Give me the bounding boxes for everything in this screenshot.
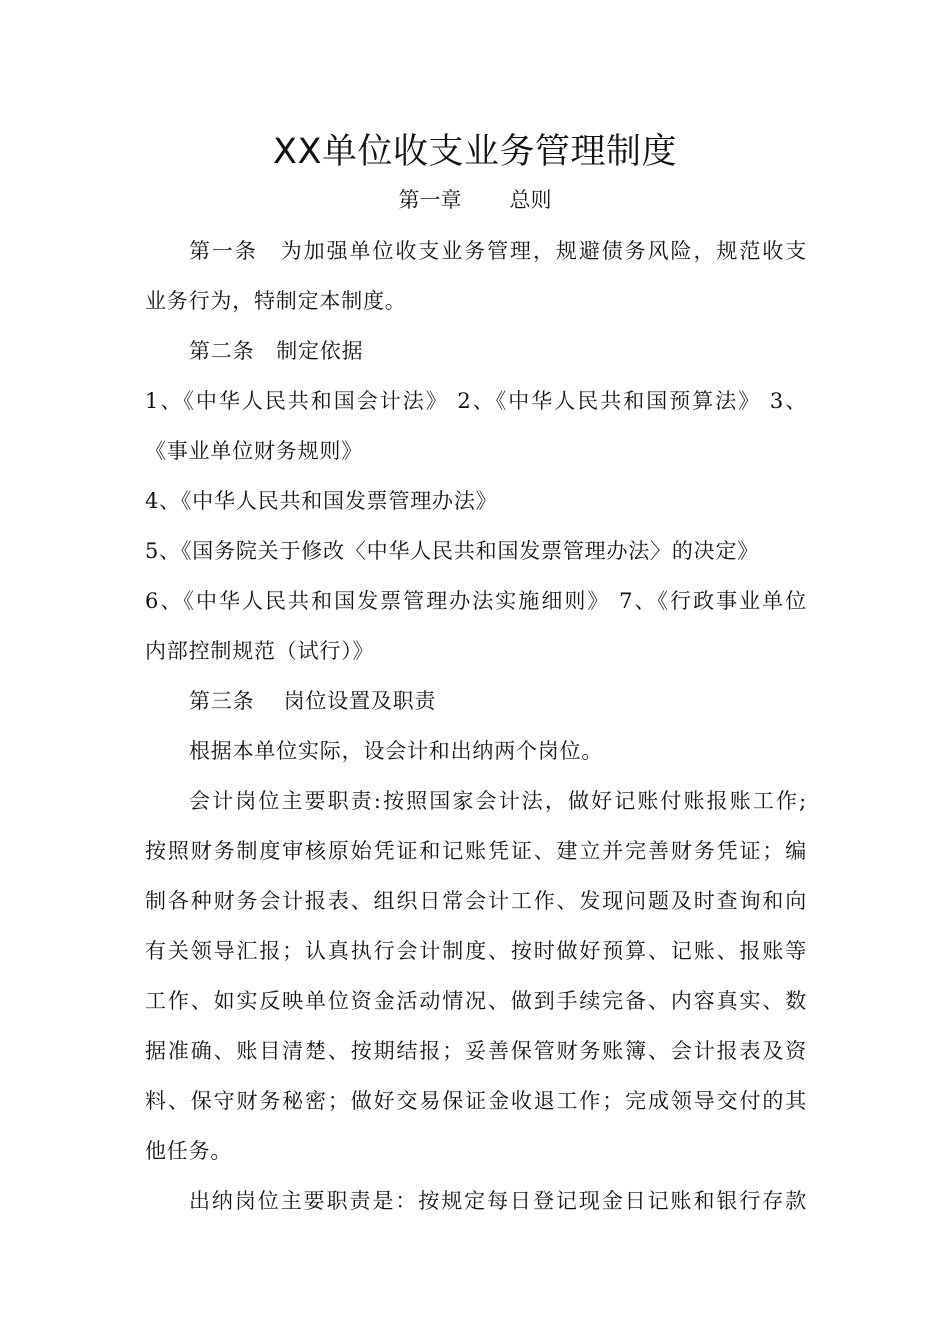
body-line: 4、《中华人民共和国发票管理办法》 xyxy=(145,489,498,513)
body-line: 1、《中华人民共和国会计法》 2、《中华人民共和国预算法》 3、 xyxy=(145,389,807,413)
body-line: 第二条 制定依据 xyxy=(189,339,364,363)
body-line: 工作、如实反映单位资金活动情况、做到手续完备、内容真实、数 xyxy=(145,989,807,1013)
body-line: 出纳岗位主要职责是：按规定每日登记现金日记账和银行存款 xyxy=(189,1189,807,1213)
body-line: 内部控制规范（试行）》 xyxy=(145,639,375,663)
body-line: 业务行为，特制定本制度。 xyxy=(145,289,407,313)
body-line: 会计岗位主要职责:按照国家会计法，做好记账付账报账工作; xyxy=(189,789,807,813)
body-line: 有关领导汇报；认真执行会计制度、按时做好预算、记账、报账等 xyxy=(145,939,807,963)
chapter-name: 总则 xyxy=(509,188,552,212)
body-line: 5、《国务院关于修改〈中华人民共和国发票管理办法〉的决定》 xyxy=(145,539,760,563)
body-line: 按照财务制度审核原始凭证和记账凭证、建立并完善财务凭证；编 xyxy=(145,839,807,863)
document-title: XX单位收支业务管理制度 xyxy=(273,132,677,172)
body-line: 据准确、账目清楚、按期结报；妥善保管财务账簿、会计报表及资 xyxy=(145,1039,807,1063)
body-line: 第三条 岗位设置及职责 xyxy=(189,689,437,713)
body-line: 料、保守财务秘密；做好交易保证金收退工作；完成领导交付的其 xyxy=(145,1089,807,1113)
body-line: 第一条 为加强单位收支业务管理，规避债务风险，规范收支 xyxy=(189,239,807,263)
document-body xyxy=(145,226,807,1226)
body-line: 《事业单位财务规则》 xyxy=(145,439,363,463)
body-line: 6、《中华人民共和国发票管理办法实施细则》 7、《行政事业单位 xyxy=(145,589,807,613)
chapter-heading xyxy=(0,184,950,216)
body-line: 制各种财务会计报表、组织日常会计工作、发现问题及时查询和向 xyxy=(145,889,807,913)
chapter-number: 第一章 xyxy=(398,188,462,212)
body-line: 他任务。 xyxy=(145,1139,233,1163)
body-line: 根据本单位实际，设会计和出纳两个岗位。 xyxy=(189,739,604,763)
